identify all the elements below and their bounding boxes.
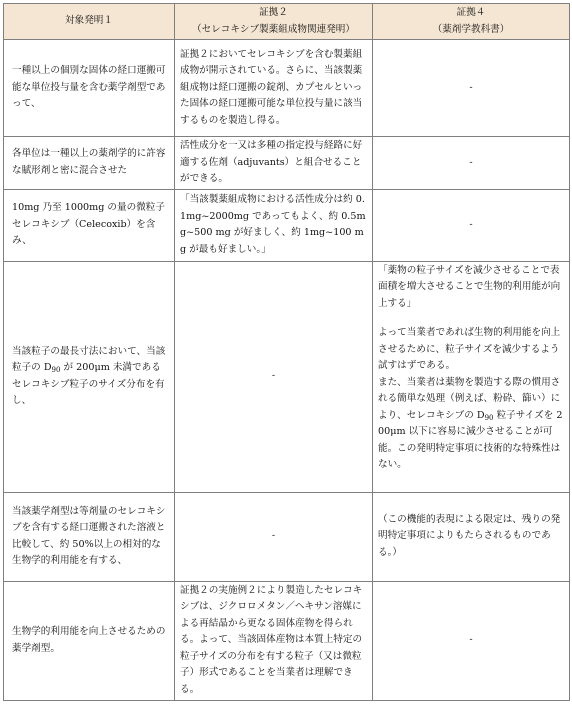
invention-feature-cell: 各単位は一種以上の薬剤学的に許容な賦形剤と密に混合させた [4, 137, 175, 190]
header-col2-line1: 証拠２ [259, 7, 288, 18]
d90-subscript: 90 [51, 366, 61, 374]
evidence-4-cell: - [373, 581, 570, 700]
evidence-2-cell: 証拠２の実施例２により製造したセレコキシブは、ジクロロメタン／ヘキサン溶媒による再結晶から更なる固体産物を得られる。よって、当該固体産物は本質上特定の粒子サイズの分布を有する粒子（又は微粒子）形式であることを当業者は理解できる。 [175, 581, 373, 700]
header-evidence-4 [373, 4, 570, 40]
evidence-2-cell: - [175, 492, 373, 581]
evidence-4-reasoning: よって当業者であれば生物的利用能を向上させるために、粒子サイズを減少するよう試すはずである。 [378, 327, 561, 371]
header-target-invention [4, 4, 175, 40]
evidence-2-cell: 「当該製薬組成物における活性成分は約 0.1mg~2000mg であってもよく、約 0.5mg~500 mg が好ましく、約 1mg~100 mg が最も好ましい。」 [175, 189, 373, 261]
header-col2-line2: （セレコキシブ製薬組成物関連発明） [192, 23, 355, 35]
evidence-4-cell: - [373, 137, 570, 190]
header-col1-text: 対象発明１ [65, 15, 113, 27]
evidence-4-conclusion [378, 375, 564, 474]
evidence-4-cell: （この機能的表現による限定は、残りの発明特定事項によりもたらされるものである。） [373, 492, 570, 581]
evidence-4-quote: 「薬物の粒子サイズを減少させることで表面積を増大させることで生物的利用能が向上する」 [378, 264, 561, 309]
invention-feature-cell: 10mg 乃至 1000mg の量の微粒子セレコキシブ（Celecoxib）を含み、 [4, 189, 175, 261]
invention-feature-cell: 生物学的利用能を向上させるための薬学剤型。 [4, 581, 175, 700]
table-row [4, 40, 570, 137]
table-row [4, 137, 570, 190]
evidence-4-cell [373, 261, 570, 492]
evidence-2-cell: 活性成分を一又は多種の指定投与経路に好適する佐剤（adjuvants）と組合せることができる。 [175, 137, 373, 190]
invention-feature-cell: 当該薬学剤型は等剤量のセレコキシブを含有する経口運搬された溶液と比較して、約 50%以上の相対的な生物学的利用能を有する、 [4, 492, 175, 581]
evidence-4-cell: - [373, 40, 570, 137]
comparison-table [3, 3, 570, 701]
evidence-2-cell: 証拠２においてセレコキシブを含む製薬組成物が開示されている。さらに、当該製薬組成物は経口運搬の錠剤、カプセルといった固体の経口運搬可能な単位投与量に該当するものを製造し得る。 [175, 40, 373, 137]
header-evidence-2 [175, 4, 373, 40]
invention-feature-cell: 一種以上の個別な固体の経口運搬可能な単位投与量を含む薬学剤型であって、 [4, 40, 175, 137]
invention-feature-cell [4, 261, 175, 492]
header-col3-line1: 証拠４ [456, 7, 486, 18]
table-row [4, 581, 570, 700]
feature-text-pre: 当該粒子の最長寸法において、当該粒子の D [12, 345, 166, 373]
evidence-4-cell: - [373, 189, 570, 261]
d90-subscript: 90 [484, 413, 494, 422]
conclusion-text-pre: また、当業者は薬物を製造する際の慣用される簡単な処理（例えば、粉砕、篩い）により、セレコキシブの D [378, 376, 561, 421]
conclusion-text-post: 粒子サイズを 200μm 以下に容易に減少させることが可能。この発明特定事項に技術的な特殊性はない。 [378, 409, 563, 470]
table-row [4, 492, 570, 581]
header-row [4, 4, 570, 40]
evidence-2-cell: - [175, 261, 373, 492]
table-row [4, 261, 570, 492]
feature-text-post: が 200μm 未満であるセレコキシブ粒子のサイズ分布を有し、 [12, 362, 165, 406]
header-col3-line2: （薬剤学教科書） [432, 23, 510, 35]
table-row [4, 189, 570, 261]
